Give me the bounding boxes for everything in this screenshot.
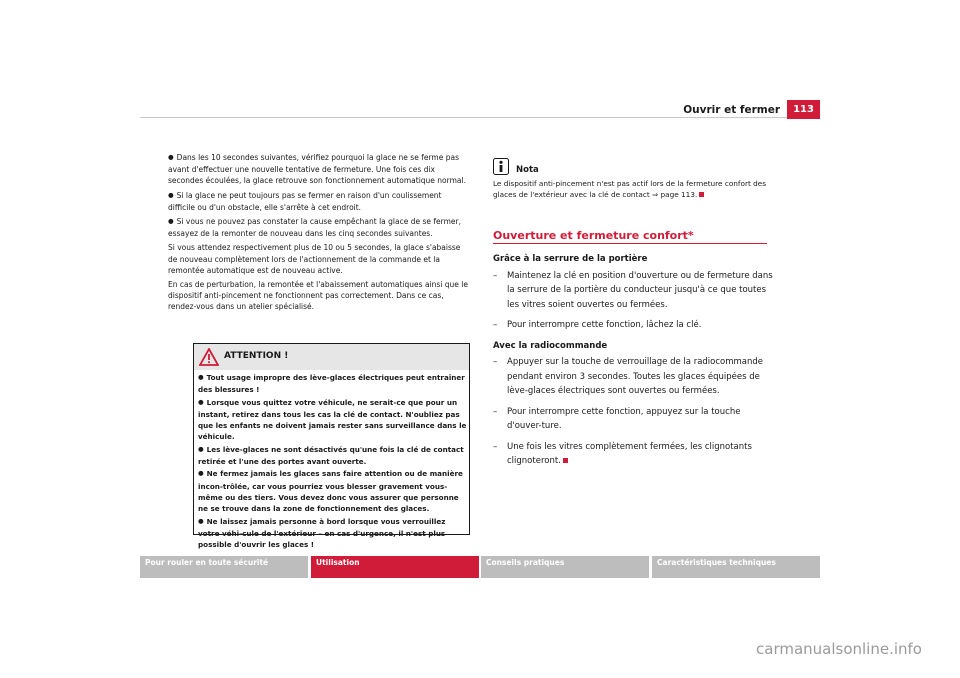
attention-header — [194, 344, 469, 370]
right-column — [493, 252, 773, 475]
nota-text: Le dispositif anti-pincement n'est pas actif lors de la fermeture confort des glaces de l'extérieur avec la clé de contact ⇒ page 113. — [493, 179, 767, 200]
attention-box — [193, 343, 470, 550]
dash-marker: – — [493, 441, 498, 452]
section-title: Ouverture et fermeture confort* — [493, 229, 694, 242]
step-text: Pour interrompre cette fonction, lâchez la clé. — [507, 320, 702, 330]
info-icon — [493, 158, 509, 175]
end-marker-icon — [699, 192, 704, 197]
subsection-heading: Avec la radiocommande — [493, 340, 608, 351]
step-text: Une fois les vitres complètement fermées, les clignotants clignoteront. — [507, 441, 752, 466]
page-header-title: Ouvrir et fermer — [683, 104, 780, 116]
left-paragraph: Si vous attendez respectivement plus de 10 ou 5 secondes, la glace s'abaisse de nouveau complètement lors de l'actionnement de la commande et la remontée automatique est de nouveau active. — [168, 243, 461, 275]
header-rule — [140, 117, 820, 118]
end-marker-icon — [563, 458, 568, 463]
instruction-step — [493, 269, 773, 313]
attention-item: ● Lorsque vous quittez votre véhicule, ne serait-ce que pour un instant, retirez dans tous les cas la clé de contact. N'oubliez pas que les enfants ne doivent jamais rester sans surveillance dans le véhicule. — [198, 397, 467, 443]
section-rule — [493, 243, 767, 244]
nota-title: Nota — [516, 165, 539, 175]
nav-tab-safety[interactable]: Pour rouler en toute sécurité — [140, 556, 308, 578]
warning-icon — [199, 348, 219, 366]
subsection-heading: Grâce à la serrure de la portière — [493, 254, 648, 264]
left-paragraph: ● Dans les 10 secondes suivantes, vérifiez pourquoi la glace ne se ferme pas avant d'effectuer une nouvelle tentative de fermeture. Une fois ces dix secondes écoulées, la glace retrouve son fonctionnement automatique normal. — [168, 152, 470, 187]
left-paragraph: En cas de perturbation, la remontée et l'abaissement automatiques ainsi que le dispositif anti-pincement ne fonctionnent pas correctement. Dans ce cas, rendez-vous dans un atelier spécialisé. — [168, 280, 468, 312]
step-text: Maintenez la clé en position d'ouverture ou de fermeture dans la serrure de la portière du conducteur jusqu'à ce que toutes les vitres soient ouvertes ou fermées. — [507, 270, 773, 310]
instruction-step — [493, 355, 773, 399]
dash-marker: – — [493, 357, 498, 367]
instruction-step — [493, 405, 773, 434]
left-column — [168, 152, 470, 316]
left-paragraph: ● Si vous ne pouvez pas constater la cause empêchant la glace de se fermer, essayez de la remonter de nouveau dans les cinq secondes suivantes. — [168, 216, 470, 239]
attention-title: ATTENTION ! — [224, 351, 289, 361]
nota-body — [493, 178, 783, 200]
dash-marker: – — [493, 320, 498, 330]
left-paragraph: ● Si la glace ne peut toujours pas se fermer en raison d'un coulissement difficile ou d'un obstacle, elle s'arrête à cet endroit. — [168, 190, 470, 213]
dash-marker: – — [493, 270, 498, 281]
dash-marker: – — [493, 406, 498, 417]
attention-body — [198, 372, 467, 551]
instruction-step — [493, 318, 773, 333]
watermark-text: carmanualsonline.info — [756, 640, 922, 658]
page-number-badge: 113 — [787, 100, 820, 119]
step-text: Appuyer sur la touche de verrouillage de la radiocommande pendant environ 3 secondes. Toutes les glaces équipées de lève-glaces électriques sont ouvertes ou fermées. — [507, 357, 764, 396]
nav-tab-specs[interactable]: Caractéristiques techniques — [652, 556, 820, 578]
nav-tab-utilisation[interactable]: Utilisation — [311, 556, 479, 578]
attention-item: ● Tout usage impropre des lève-glaces électriques peut entraîner des blessures ! — [198, 372, 467, 396]
step-text: Pour interrompre cette fonction, appuyez sur la touche d'ouver-ture. — [507, 406, 741, 431]
attention-item: ● Les lève-glaces ne sont désactivés qu'une fois la clé de contact retirée et l'une des portes avant ouverte. — [198, 444, 467, 468]
instruction-step — [493, 440, 773, 469]
attention-item: ● Ne fermez jamais les glaces sans faire attention ou de manière incon-trôlée, car vous pourriez vous blesser gravement vous-même ou des tiers. Vous devez donc vous assurer que personne ne se trouve dans la zone de fonctionnement des glaces. — [198, 468, 467, 514]
attention-item: ● Ne laissez jamais personne à bord lorsque vous verrouillez votre véhi-cule de l'extérieur – en cas d'urgence, il n'est plus possible d'ouvrir les glaces ! — [198, 516, 467, 551]
nav-tab-tips[interactable]: Conseils pratiques — [481, 556, 649, 578]
